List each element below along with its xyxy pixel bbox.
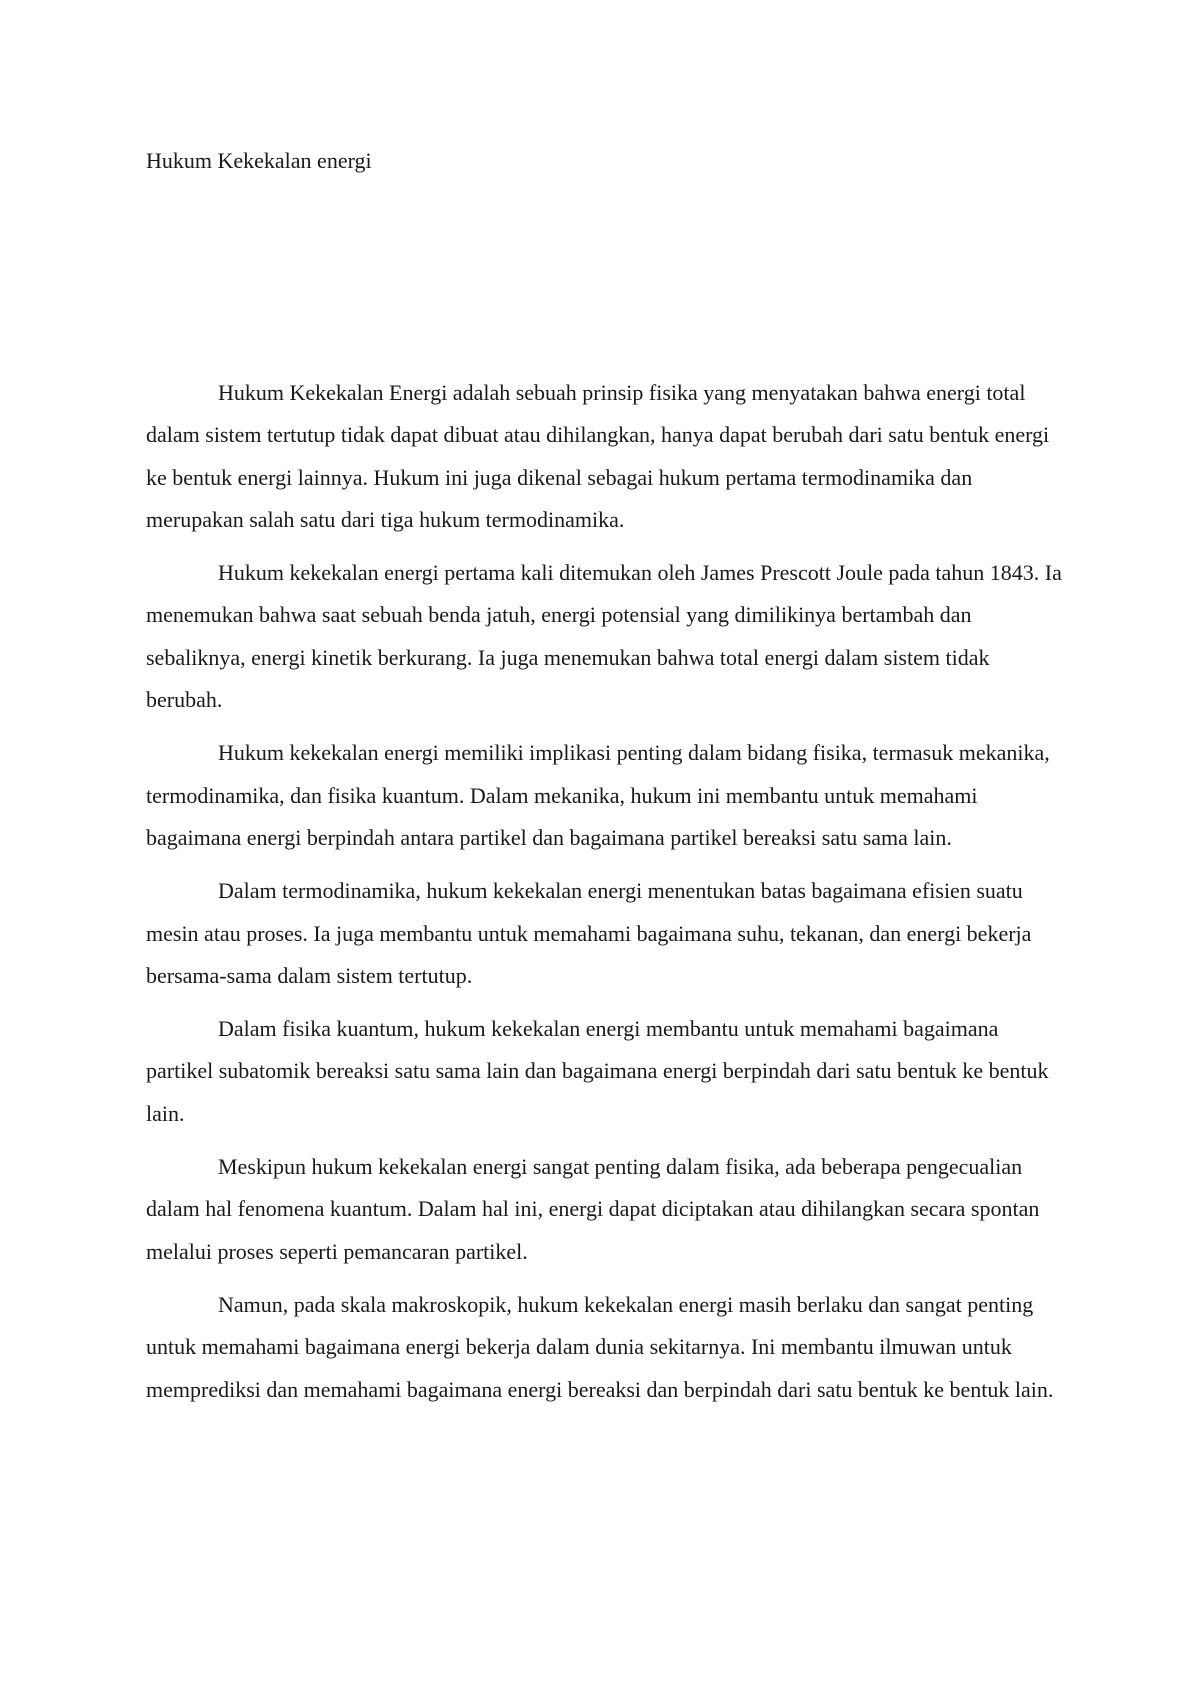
paragraph-6: Meskipun hukum kekekalan energi sangat penting dalam fisika, ada beberapa pengecualian dalam hal fenomena kuantum. Dalam hal ini, energi dapat diciptakan atau dihilangkan secara spontan melalui proses seperti pemancaran partikel. (146, 1154, 1040, 1264)
paragraph-5: Dalam fisika kuantum, hukum kekekalan energi membantu untuk memahami bagaimana partikel subatomik bereaksi satu sama lain dan bagaimana energi berpindah dari satu bentuk ke bentuk lain. (146, 1016, 1049, 1126)
paragraph-3: Hukum kekekalan energi memiliki implikasi penting dalam bidang fisika, termasuk mekanika, termodinamika, dan fisika kuantum. Dalam mekanika, hukum ini membantu untuk memahami bagaimana energi berpindah antara partikel dan bagaimana partikel bereaksi satu sama lain. (146, 740, 1050, 850)
document-body (146, 372, 1062, 1422)
paragraph-7: Namun, pada skala makroskopik, hukum kekekalan energi masih berlaku dan sangat penting untuk memahami bagaimana energi bekerja dalam dunia sekitarnya. Ini membantu ilmuwan untuk memprediksi dan memahami bagaimana energi bereaksi dan berpindah dari satu bentuk ke bentuk lain. (146, 1291, 1054, 1402)
paragraph-1: Hukum Kekekalan Energi adalah sebuah prinsip fisika yang menyatakan bahwa energi total dalam sistem tertutup tidak dapat dibuat atau dihilangkan, hanya dapat berubah dari satu bentuk energi ke bentuk energi lainnya. Hukum ini juga dikenal sebagai hukum pertama termodinamika dan merupakan salah satu dari tiga hukum termodinamika. (146, 380, 1050, 532)
document-title: Hukum Kekekalan energi (146, 148, 372, 173)
paragraph-4: Dalam termodinamika, hukum kekekalan energi menentukan batas bagaimana efisien suatu mesin atau proses. Ia juga membantu untuk memahami bagaimana suhu, tekanan, dan energi bekerja bersama-sama dalam sistem tertutup. (146, 878, 1032, 988)
paragraph-2: Hukum kekekalan energi pertama kali ditemukan oleh James Prescott Joule pada tahun 1843. Ia menemukan bahwa saat sebuah benda jatuh, energi potensial yang dimilikinya bertambah dan sebaliknya, energi kinetik berkurang. Ia juga menemukan bahwa total energi dalam sistem tidak berubah. (146, 560, 1062, 713)
